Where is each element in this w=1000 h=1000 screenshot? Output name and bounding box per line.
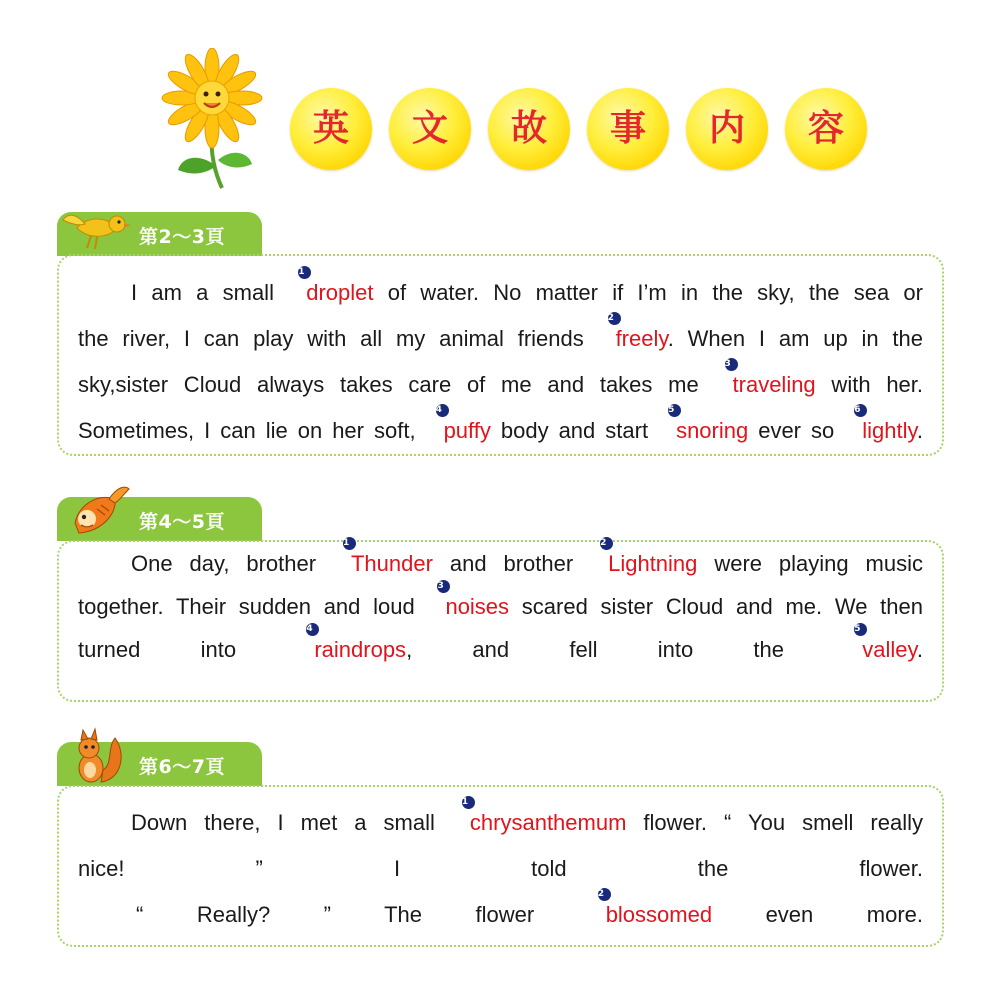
vocab-word: 3 traveling [724,359,816,397]
story-line: I am a small 1 droplet of water. No matter if I’m in the sky, the sea or [131,267,923,305]
title-char: 事 [609,108,646,149]
vocab-number-badge: 2 [608,312,621,325]
story-line: the river, I can play with all my animal friends 2 freely. When I am up in the [78,313,924,351]
vocab-word: 5 valley [854,624,917,662]
section-tab-pages-4-5 [57,497,262,541]
vocab-word: 3 noises [437,581,510,619]
story-line: Down there, I met a small 1 chrysanthemum flower. “ You smell really [131,797,923,835]
vocab-number-badge: 1 [462,796,475,809]
bird-icon [57,194,137,258]
story-line: Sometimes, I can lie on her soft, 4 puffy body and start 5 snoring ever so 6 lightly. [78,405,923,443]
story-line: nice! ” I told the flower. [78,856,923,881]
title-char-circle [488,88,570,170]
title-char-circle [389,88,471,170]
title-char-circle [290,88,372,170]
story-line: One day, brother 1 Thunder and brother 2 Lightning were playing music [131,538,924,576]
vocab-number-badge: 6 [854,404,867,417]
vocab-number-badge: 1 [343,537,356,550]
section-tab-label: 第6～7頁 [139,756,225,778]
vocab-number-badge: 3 [437,580,450,593]
title-char: 内 [708,108,745,149]
story-text-pages-2-3 [78,267,924,454]
sunflower-icon [160,48,270,193]
vocab-word: 4 puffy [435,405,491,443]
title-char: 文 [411,108,448,149]
vocab-number-badge: 5 [668,404,681,417]
vocab-number-badge: 5 [854,623,867,636]
vocab-word: 5 snoring [668,405,749,443]
title-char-circle [785,88,867,170]
vocab-word: 2 blossomed [597,889,713,927]
vocab-word: 2 freely [607,313,668,351]
story-line: sky,sister Cloud always takes care of me and takes me 3 traveling with her. [78,359,924,397]
title-char: 英 [312,108,349,149]
story-text-pages-6-7 [78,797,924,938]
vocab-number-badge: 2 [598,888,611,901]
vocab-number-badge: 4 [436,404,449,417]
fish-icon [57,479,137,543]
section-tab-label: 第4～5頁 [139,511,225,533]
section-tab-label: 第2～3頁 [139,226,225,248]
title-char: 故 [510,108,547,149]
story-line: turned into 4 raindrops, and fell into the 5 valley. [78,624,924,662]
vocab-number-badge: 1 [298,266,311,279]
vocab-number-badge: 3 [725,358,738,371]
vocab-number-badge: 4 [306,623,319,636]
story-line: together. Their sudden and loud 3 noises scared sister Cloud and me. We then [78,581,923,619]
squirrel-icon [57,724,137,788]
section-tab-pages-6-7 [57,742,262,786]
story-text-pages-4-5 [78,538,924,671]
vocab-word: 1 droplet [298,267,374,305]
vocab-word: 6 lightly [854,405,917,443]
title-char-circle [587,88,669,170]
vocab-word: 4 raindrops [306,624,407,662]
title-char: 容 [807,108,844,149]
vocab-word: 1 Thunder [342,538,433,576]
vocab-word: 2 Lightning [600,538,698,576]
section-tab-pages-2-3 [57,212,262,256]
story-line: “ Really? ” The flower 2 blossomed even more. [136,889,924,927]
vocab-number-badge: 2 [600,537,613,550]
title-char-circle [686,88,768,170]
vocab-word: 1 chrysanthemum [461,797,627,835]
